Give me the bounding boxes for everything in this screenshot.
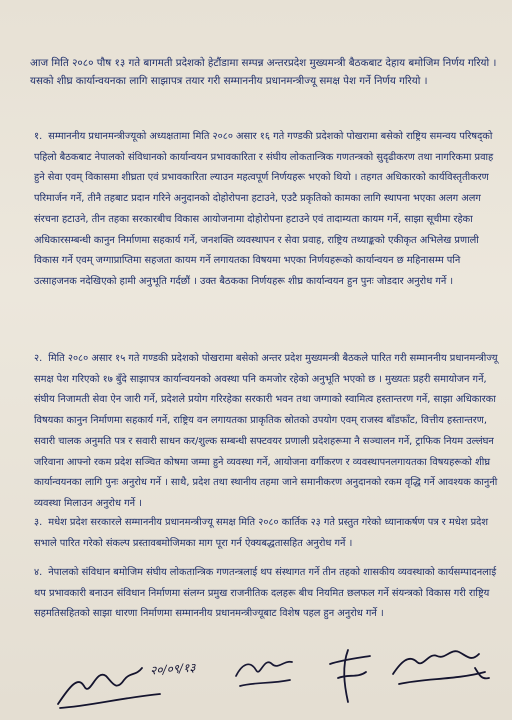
item-text: मधेश प्रदेश सरकारले सम्माननीय प्रधानमन्त्रीज्यू समक्ष मिति २०८० कार्तिक २३ गते प्रस्तुत गरेको ध्यानाकर्षण पत्र र मधेश प्रदेश सभाले पारित गरेको संकल्प प्रस्तावबमोजिमका माग पूरा गर्न ऐक्यबद्धतासहित अनुरोध गर्ने । <box>34 517 489 549</box>
list-item-1 <box>34 127 500 293</box>
item-text: सम्माननीय प्रधानमन्त्रीज्यूको अध्यक्षतामा मिति २०८० असार १६ गते गण्डकी प्रदेशको पोखरामा बसेको राष्ट्रिय समन्वय परिषद्को पहिलो बैठकबाट नेपालको संविधानको कार्यान्वयन प्रभावकारिता र संघीय लोकतान्त्रिक गणतन्त्रको सुदृढीकरण तथा नागरिकमा प्रवाह हुने सेवा एवम् विकासमा शीघ्रता एवं प्रभावकारिता ल्याउन महत्वपूर्ण निर्णयहरू भएको थियो । तहगत अधिकारको कार्यविस्तृतीकरण परिमार्जन गर्ने, तीनै तहबाट प्रदान गरिने अनुदानको दोहोरोपना हटाउने, एउटै प्रकृतिको कामका लागि स्थापना भएका अलग अलग संरचना हटाउने, तीन तहका सरकारबीच विकास आयोजनामा दोहोरोपना हटाउने एवं तादाम्यता कायम गर्ने, साझा सूचीमा रहेका अधिकारसम्बन्धी कानुन निर्माणमा सहकार्य गर्ने, जनशक्ति व्यवस्थापन र सेवा प्रवाह, राष्ट्रिय तथ्याङ्कको एकीकृत अभिलेख प्रणाली विकास गर्ने एवम् जग्गाप्राप्तिमा सहजता कायम गर्ने लगायतका विषयमा भएका निर्णयहरूको कार्यान्वयन छ महिनासम्म पनि उत्साहजनक नदेखिएको हामी अनुभूति गर्दछौं । उक्त बैठकका निर्णयहरू शीघ्र कार्यान्वयन हुन पुनः जोडदार अनुरोध गर्ने । <box>34 131 494 287</box>
item-number: ४. <box>34 567 43 578</box>
signature-area <box>0 640 512 720</box>
list-item-4 <box>34 563 500 625</box>
signature-1 <box>50 646 170 716</box>
intro-paragraph: आज मिति २०८० पौष १३ गते बागमती प्रदेशको हेटौंडामा सम्पन्न अन्तरप्रदेश मुख्यमन्त्री बैठकबाट देहाय बमोजिम निर्णय गरियो । यसको शीघ्र कार्यान्वयनका लागि साझापत्र तयार गरी सम्माननीय प्रधानमन्त्रीज्यू समक्ष पेश गर्ने निर्णय गरियो । <box>30 57 497 87</box>
item-number: २. <box>34 353 43 364</box>
item-text: मिति २०८० असार १५ गते गण्डकी प्रदेशको पोखरामा बसेको अन्तर प्रदेश मुख्यमन्त्री बैठकले पारित गरी सम्माननीय प्रधानमन्त्रीज्यू समक्ष पेश गरिएको १७ बुँदे साझापत्र कार्यान्वयनको अवस्था पनि कमजोर रहेको अनुभूति भएको छ । मुख्यतः प्रहरी समायोजन गर्ने, संघीय निजामती सेवा ऐन जारी गर्ने, प्रदेशले प्रयोग गरिरहेका सरकारी भवन तथा जग्गाको स्वामित्व हस्तान्तरण गर्ने, साझा अधिकारका विषयका कानुन निर्माणमा सहकार्य गर्ने, राष्ट्रिय वन लगायतका प्राकृतिक स्रोतको उपयोग एवम् राजस्व बाँडफाँट, वित्तीय हस्तान्तरण, सवारी चालक अनुमति पत्र र सवारी साधन कर/शुल्क सम्बन्धी सफ्टवयर प्रणाली प्रदेशहरूमा नै सञ्चालन गर्ने, ट्राफिक नियम उल्लंघन जरिवाना आफ्नो रकम प्रदेश सञ्चित कोषमा जम्मा हुने व्यवस्था गर्ने, आयोजना वर्गीकरण र व्यवस्थापनलगायतका विषयहरूको शीघ्र कार्यान्वयनका लागि पुनः अनुरोध गर्ने । साथै, प्रदेश तथा स्थानीय तहमा जाने समानीकरण अनुदानको रकम वृद्धि गर्ने आवश्यक कानुनी व्यवस्था मिलाउन अनुरोध गर्ने । <box>34 353 498 509</box>
signature-2 <box>230 646 300 696</box>
signature-4 <box>385 640 495 700</box>
signature-3 <box>318 644 378 708</box>
item-text: नेपालको संविधान बमोजिम संघीय लोकतान्त्रिक गणतन्त्रलाई थप संस्थागत गर्ने तीन तहको शासकीय व्यवस्थाको कार्यसम्पादनलाई थप प्रभावकारी बनाउन संविधान निर्माणमा संलग्न प्रमुख राजनीतिक दलहरू बीच नियमित छलफल गर्ने संयन्त्रको विकास गरी राष्ट्रिय सहमतिसहितको साझा धारणा निर्माणमा सम्माननीय प्रधानमन्त्रीज्यूबाट विशेष पहल हुन अनुरोध गर्ने । <box>34 567 497 620</box>
list-item-3 <box>34 513 500 554</box>
signature-date: २०/०९/१३ <box>149 660 196 678</box>
item-number: ३. <box>34 517 43 528</box>
list-item-2 <box>34 349 500 515</box>
item-number: १. <box>34 131 43 142</box>
